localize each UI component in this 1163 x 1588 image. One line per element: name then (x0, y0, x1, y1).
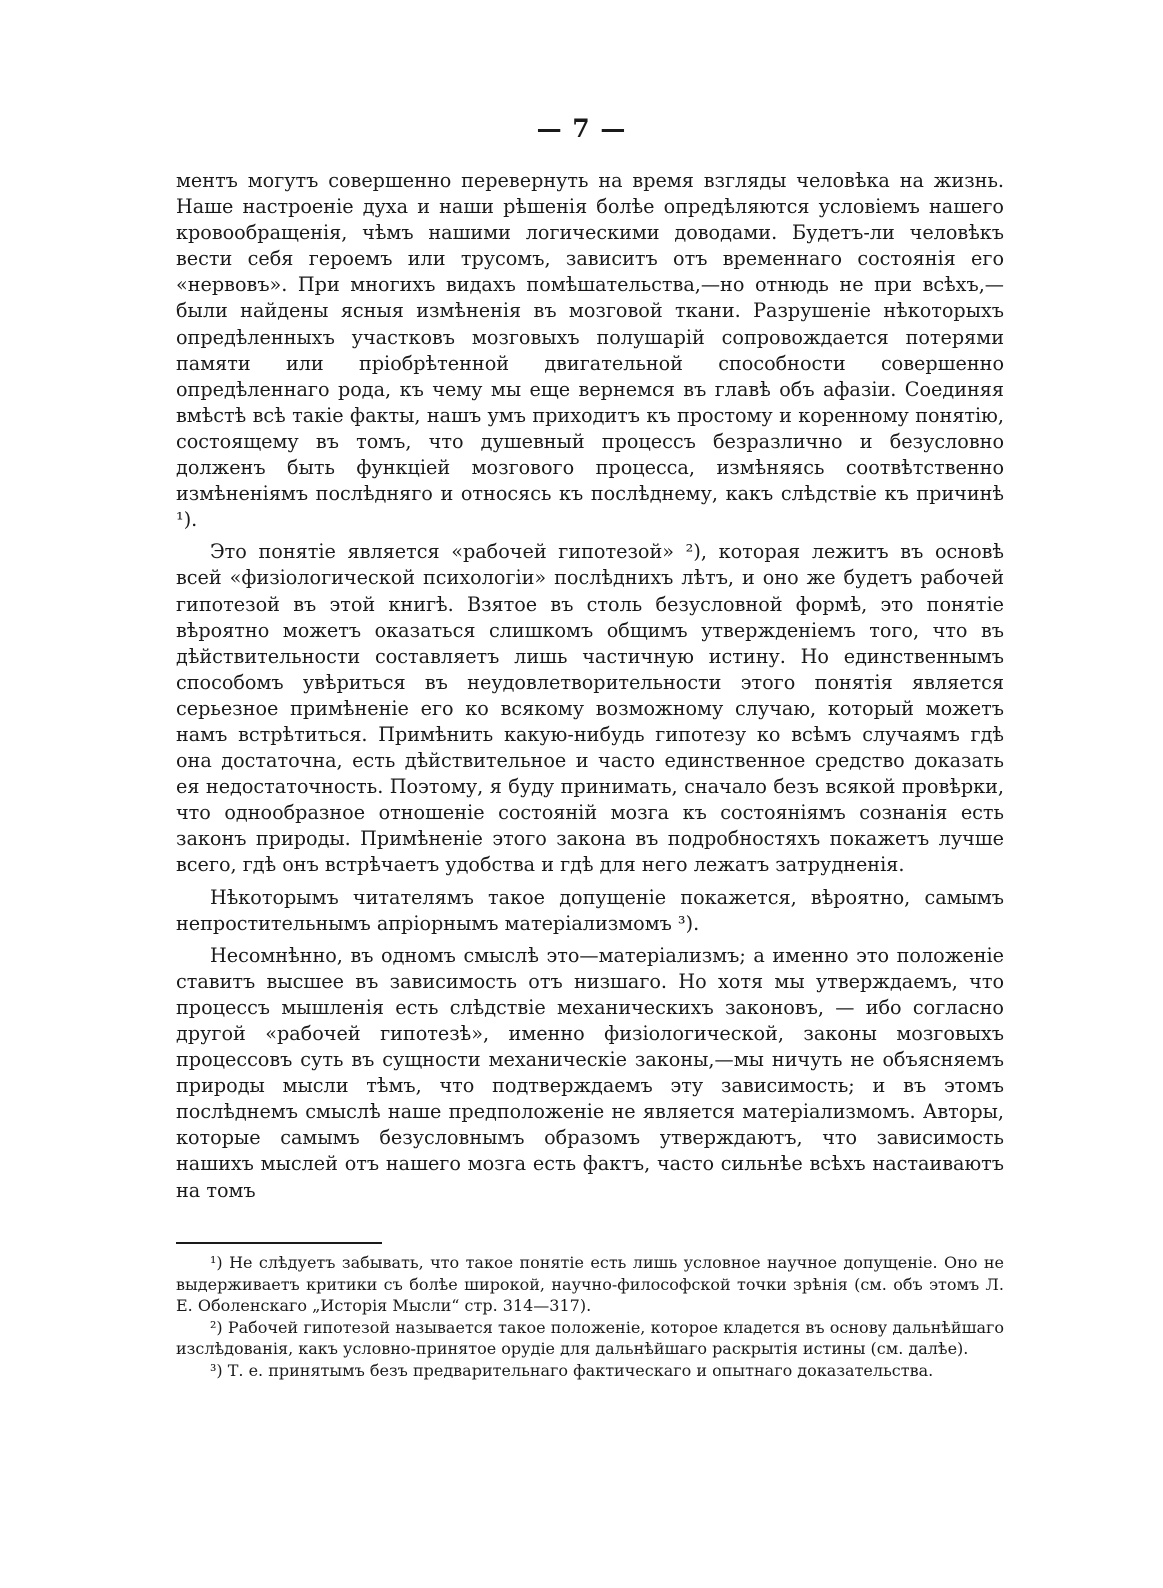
paragraph: ментъ могутъ совершенно перевернуть на время взгляды человѣка на жизнь. Наше настроенiе духа и наши рѣшенiя болѣе опредѣляются условiемъ нашего кровообращенiя, чѣмъ нашими логическими доводами. Будетъ-ли человѣкъ вести себя героемъ или трусомъ, зависитъ отъ временнаго состоянiя его «нервовъ». При многихъ видахъ помѣшательства,—но отнюдь не при всѣхъ,—были найдены ясныя измѣненiя въ мозговой ткани. Разрушенiе нѣкоторыхъ опредѣленныхъ участковъ мозговыхъ полушарiй сопровождается потерями памяти или прiобрѣтенной двигательной способности совершенно опредѣленнаго рода, къ чему мы еще вернемся въ главѣ объ афазiи. Соединяя вмѣстѣ всѣ такiе факты, нашъ умъ приходитъ къ простому и коренному понятiю, состоящему въ томъ, что душевный процессъ безразлично и безусловно долженъ быть функцiей мозгового процесса, измѣняясь соотвѣтственно измѣненiямъ послѣдняго и относясь къ послѣднему, какъ слѣдствiе къ причинѣ ¹). (176, 169, 1004, 532)
page-number: — 7 — (536, 114, 627, 143)
footnote: ²) Рабочей гипотезой называется такое положенiе, которое кладется въ основу дальнѣйшаго изслѣдованiя, какъ условно-принятое орудiе для дальнѣйшаго раскрытiя истины (см. далѣе). (176, 1317, 1004, 1358)
paragraph: Это понятiе является «рабочей гипотезой» ²), которая лежитъ въ основѣ всей «физiологической психологiи» послѣднихъ лѣтъ, и оно же будетъ рабочей гипотезой въ этой книгѣ. Взятое въ столь безусловной формѣ, это понятiе вѣроятно можетъ оказаться слишкомъ общимъ утвержденiемъ того, что въ дѣйствительности составляетъ лишь частичную истину. Но единственнымъ способомъ увѣриться въ неудовлетворительности этого понятiя является серьезное примѣненiе его ко всякому возможному случаю, который можетъ намъ встрѣтиться. Примѣнить какую-нибудь гипотезу ко всѣмъ случаямъ гдѣ она достаточна, есть дѣйствительное и часто единственное средство доказать ея недостаточность. Поэтому, я буду принимать, сначало безъ всякой провѣрки, что однообразное отношенiе состоянiй мозга къ состоянiямъ сознанiя есть законъ природы. Примѣненiе этого закона въ подробностяхъ покажетъ лучше всего, гдѣ онъ встрѣчаетъ удобства и гдѣ для него лежатъ затрудненiя. (176, 540, 1004, 877)
main-text (176, 168, 1004, 1204)
paragraph: Несомнѣнно, въ одномъ смыслѣ это—матерiализмъ; а именно это положенiе ставитъ высшее въ зависимость отъ низшаго. Но хотя мы утверждаемъ, что процессъ мышленiя есть слѣдствiе механическихъ законовъ, — ибо согласно другой «рабочей гипотезѣ», именно физiологической, законы мозговыхъ процессовъ суть въ сущности механическiе законы,—мы ничуть не объясняемъ природы мысли тѣмъ, что подтверждаемъ эту зависимость; и въ этомъ послѣднемъ смыслѣ наше предположенiе не является матерiализмомъ. Авторы, которые самымъ безусловнымъ образомъ утверждаютъ, что зависимость нашихъ мыслей отъ нашего мозга есть фактъ, часто сильнѣе всѣхъ настаиваютъ на томъ (176, 943, 1004, 1202)
footnote: ³) Т. е. принятымъ безъ предварительнаго фактическаго и опытнаго доказательства. (210, 1360, 934, 1380)
paragraph: Нѣкоторымъ читателямъ такое допущенiе покажется, вѣроятно, самымъ непростительнымъ апрiорнымъ матерiализмомъ ³). (176, 885, 1004, 935)
footnotes (176, 1252, 1004, 1381)
footnote-divider (176, 1242, 382, 1244)
footnote: ¹) Не слѣдуетъ забывать, что такое понятiе есть лишь условное научное допущенiе. Оно не выдерживаетъ критики съ болѣе широкой, научно-философской точки зрѣнiя (см. объ этомъ Л. Е. Оболенскаго „Исторiя Мысли“ стр. 314—317). (176, 1253, 1004, 1315)
